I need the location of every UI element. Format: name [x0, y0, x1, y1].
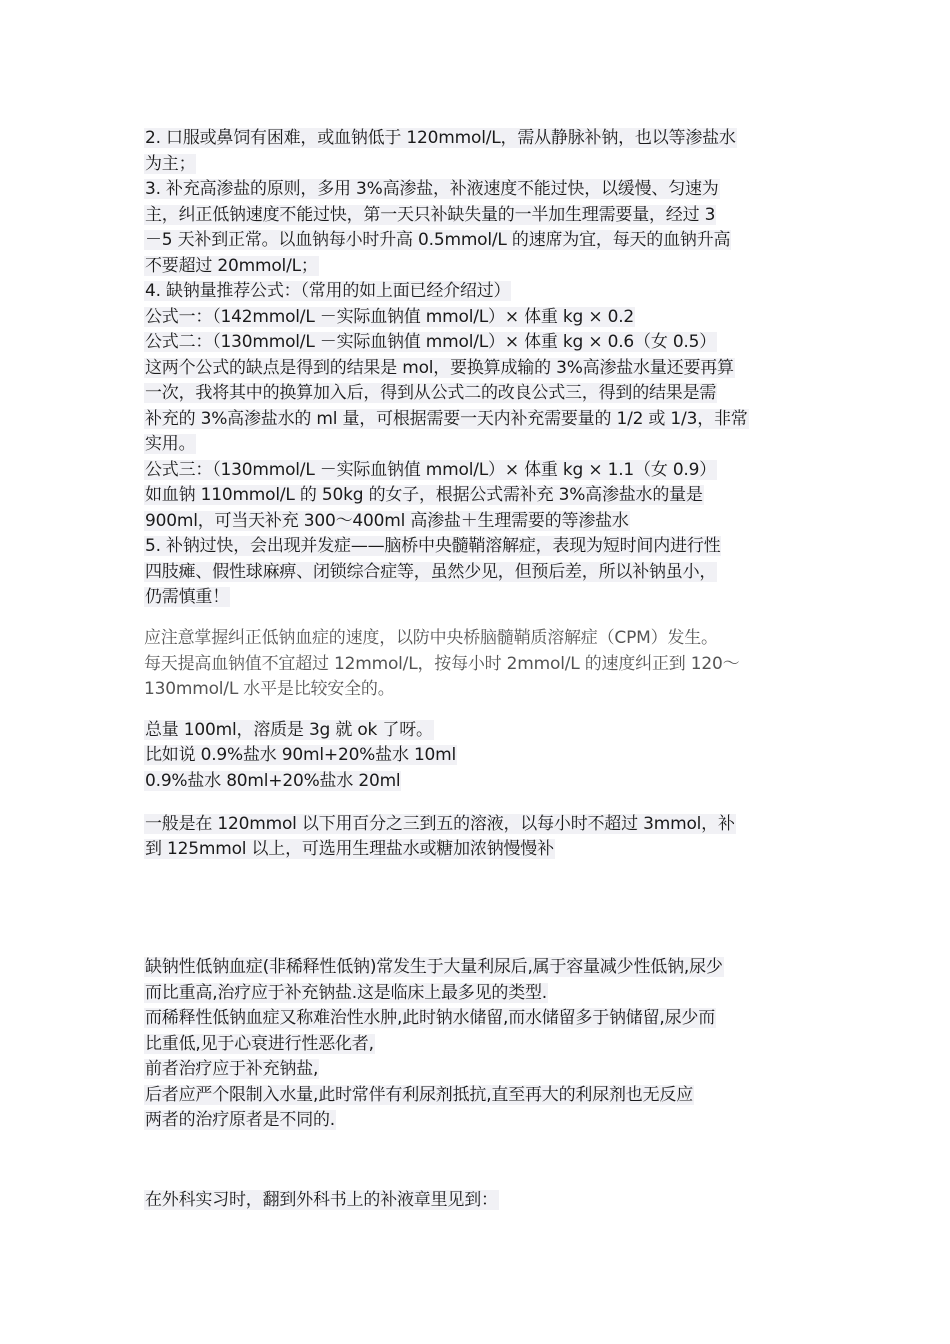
text-span: 如血钠 110mmol/L 的 50kg 的女子，根据公式需补充 3%高渗盐水的量是	[145, 485, 703, 505]
formula-two	[144, 330, 717, 355]
text-line	[144, 534, 721, 559]
text-span: 在外科实习时，翻到外科书上的补液章里见到：	[145, 1190, 498, 1210]
text-line	[144, 812, 736, 837]
text-span: 比重低,见于心衰进行性恶化者,	[145, 1034, 374, 1054]
text-line	[144, 356, 735, 381]
text-span: 3. 补充高渗盐的原则，多用 3%高渗盐，补液速度不能过快，以缓慢、匀速为	[145, 179, 719, 199]
text-span: 每天提高血钠值不宜超过 12mmol/L，按每小时 2mmol/L 的速度纠正到 120～	[144, 654, 740, 674]
text-span: 2. 口服或鼻饲有困难，或血钠低于 120mmol/L，需从静脉补钠，也以等渗盐水	[145, 128, 736, 148]
text-span: 这两个公式的缺点是得到的结果是 mol，要换算成输的 3%高渗盐水量还要再算	[145, 358, 734, 378]
text-line	[144, 407, 749, 432]
text-span: 仍需慎重！	[145, 587, 229, 607]
text-span: 一次，我将其中的换算加入后，得到从公式二的改良公式三，得到的结果是需	[145, 383, 717, 403]
text-line	[144, 769, 401, 794]
text-span: 缺钠性低钠血症(非稀释性低钠)常发生于大量利尿后,属于容量减少性低钠,尿少	[145, 957, 723, 977]
text-span: 总量 100ml，溶质是 3g 就 ok 了呀。	[145, 720, 433, 740]
text-line	[144, 560, 717, 585]
text-line	[144, 483, 704, 508]
text-span: 比如说 0.9%盐水 90ml+20%盐水 10ml	[145, 745, 457, 765]
text-line	[144, 837, 555, 862]
text-span: 900ml，可当天补充 300～400ml 高渗盐＋生理需要的等渗盐水	[145, 511, 629, 531]
text-span: 应注意掌握纠正低钠血症的速度，以防中央桥脑髓鞘质溶解症（CPM）发生。	[144, 628, 718, 648]
text-line	[144, 126, 737, 151]
text-line	[144, 1083, 694, 1108]
text-line	[144, 254, 319, 279]
text-line	[144, 677, 395, 702]
text-span: 两者的治疗原者是不同的.	[145, 1110, 336, 1130]
text-span: 后者应严个限制入水量,此时常伴有利尿剂抵抗,直至再大的利尿剂也无反应	[145, 1085, 694, 1105]
text-line	[144, 1188, 499, 1213]
text-span: 公式二：（130mmol/L －实际血钠值 mmol/L）× 体重 kg × 0.6（女 0.5）	[145, 332, 717, 352]
text-span: 0.9%盐水 80ml+20%盐水 20ml	[145, 771, 401, 791]
formula-one	[144, 305, 635, 330]
text-span: 而比重高,治疗应于补充钠盐.这是临床上最多见的类型.	[145, 983, 548, 1003]
text-span: 130mmol/L 水平是比较安全的。	[144, 679, 395, 699]
text-span: 补充的 3%高渗盐水的 ml 量，可根据需要一天内补充需要量的 1/2 或 1/3，非常	[145, 409, 748, 429]
text-span: 主，纠正低钠速度不能过快，第一天只补缺失量的一半加生理需要量，经过 3	[145, 205, 716, 225]
text-line	[144, 652, 739, 677]
text-line	[144, 203, 716, 228]
text-span: 一般是在 120mmol 以下用百分之三到五的溶液，以每小时不超过 3mmol，补	[145, 814, 735, 834]
text-span: 公式三：（130mmol/L －实际血钠值 mmol/L）× 体重 kg × 1.1（女 0.9）	[145, 460, 717, 480]
text-line	[144, 981, 548, 1006]
text-span: 4. 缺钠量推荐公式：（常用的如上面已经介绍过）	[145, 281, 511, 301]
text-span: 为主；	[145, 154, 196, 174]
text-line	[144, 509, 630, 534]
text-line	[144, 1108, 336, 1133]
text-line	[144, 228, 731, 253]
text-line	[144, 381, 717, 406]
text-span: 5. 补钠过快，会出现并发症——脑桥中央髓鞘溶解症，表现为短时间内进行性	[145, 536, 721, 556]
formula-three	[144, 458, 717, 483]
text-span: 而稀释性低钠血症又称难治性水肿,此时钠水储留,而水储留多于钠储留,尿少而	[145, 1008, 716, 1028]
text-line	[144, 1032, 375, 1057]
text-line	[144, 432, 196, 457]
text-span: 不要超过 20mmol/L；	[145, 256, 318, 276]
text-span: 公式一：（142mmol/L －实际血钠值 mmol/L）× 体重 kg × 0.2	[145, 307, 635, 327]
text-span: －5 天补到正常。以血钠每小时升高 0.5mmol/L 的速席为宜，每天的血钠升高	[145, 230, 731, 250]
text-line	[144, 1006, 716, 1031]
text-span: 四肢瘫、假性球麻痹、闭锁综合症等，虽然少见，但预后差，所以补钠虽小，	[145, 562, 717, 582]
text-line	[144, 279, 511, 304]
text-line	[144, 743, 457, 768]
text-line	[144, 718, 434, 743]
text-line	[144, 626, 718, 651]
text-line	[144, 955, 724, 980]
text-span: 到 125mmol 以上，可选用生理盐水或糖加浓钠慢慢补	[145, 839, 554, 859]
text-span: 实用。	[145, 434, 196, 454]
text-span: 前者治疗应于补充钠盐,	[145, 1059, 319, 1079]
text-line	[144, 585, 230, 610]
text-line	[144, 152, 196, 177]
text-line	[144, 177, 720, 202]
text-line	[144, 1057, 319, 1082]
